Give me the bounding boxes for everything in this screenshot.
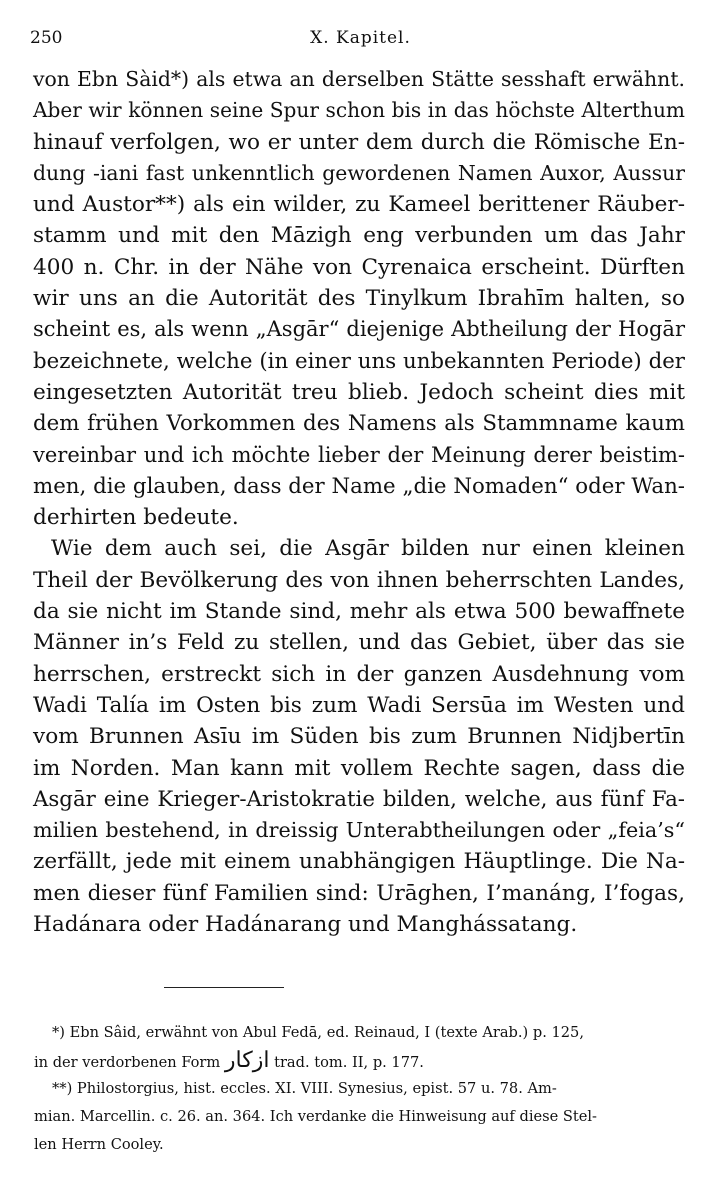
body-text xyxy=(33,64,685,940)
footnote-1-line-2 xyxy=(28,1047,688,1075)
text-line: 400 n. Chr. in der Nähe von Cyrenaica erscheint. Dürften xyxy=(33,254,685,280)
text-line: wir uns an die Autorität des Tinylkum Ibrahīm halten, so xyxy=(33,286,685,312)
text-line: dung -iani fast unkenntlich gewordenen Namen Auxor, Aussur xyxy=(33,160,685,185)
text-line: herrschen, erstreckt sich in der ganzen Ausdehnung vom xyxy=(33,661,685,687)
text-line: vom Brunnen Asīu im Süden bis zum Brunnen Nidjbertīn xyxy=(33,724,685,750)
text-line: Theil der Bevölkerung des von ihnen beherrschten Landes, xyxy=(33,567,685,593)
text-line: im Norden. Man kann mit vollem Rechte sagen, dass die xyxy=(33,755,685,781)
running-title: X. Kapitel. xyxy=(310,28,411,48)
text-line: milien bestehend, in dreissig Unterabtheilungen oder „feia’s“ xyxy=(33,818,685,843)
arabic-word: ازكار xyxy=(224,1048,270,1073)
text-line: hinauf verfolgen, wo er unter dem durch die Römische En- xyxy=(33,129,685,155)
text-line: Wie dem auch sei, die Asgār bilden nur einen kleinen xyxy=(51,536,685,562)
text-line: da sie nicht im Stande sind, mehr als etwa 500 bewaffnete xyxy=(33,599,685,625)
text-line: derhirten bedeute. xyxy=(33,505,239,531)
text-line: zerfällt, jede mit einem unabhängigen Häuptlinge. Die Na- xyxy=(33,849,685,875)
text-line: Aber wir können seine Spur schon bis in das höchste Alterthum xyxy=(33,98,685,123)
text-line: Wadi Talía im Osten bis zum Wadi Sersūa im Westen und xyxy=(33,692,685,718)
text-line: von Ebn Sàid*) als etwa an derselben Stätte sesshaft erwähnt. xyxy=(33,67,685,91)
text-line: dem frühen Vorkommen des Namens als Stammname kaum xyxy=(33,411,685,437)
text-line: bezeichnete, welche (in einer uns unbekannten Periode) der xyxy=(33,348,685,374)
footnote-1-text-after: trad. tom. II, p. 177. xyxy=(274,1054,424,1071)
text-line: Hadánara oder Hadánarang und Manghássatang. xyxy=(33,912,578,938)
text-line: vereinbar und ich möchte lieber der Meinung derer beistim- xyxy=(33,442,685,467)
text-line: men, die glauben, dass der Name „die Nomaden“ oder Wan- xyxy=(33,473,685,499)
text-line: Männer in’s Feld zu stellen, und das Gebiet, über das sie xyxy=(33,630,685,656)
text-line: eingesetzten Autorität treu blieb. Jedoch scheint dies mit xyxy=(33,379,685,405)
footnote-separator xyxy=(164,987,284,988)
footnote-1-line-1: *) Ebn Sâid, erwähnt von Abul Fedā, ed. Reinaud, I (texte Arab.) p. 125, xyxy=(52,1024,584,1041)
footnote-2-line-1: **) Philostorgius, hist. eccles. XI. VIII. Synesius, epist. 57 u. 78. Am- xyxy=(52,1080,557,1097)
page-number: 250 xyxy=(30,28,63,48)
footnote-2-line-2: mian. Marcellin. c. 26. an. 364. Ich verdanke die Hinweisung auf diese Stel- xyxy=(34,1108,597,1125)
footnote-1-text-before: in der verdorbenen Form xyxy=(34,1054,221,1071)
footnote-2-line-3: len Herrn Cooley. xyxy=(34,1136,164,1153)
page-header xyxy=(30,28,691,54)
text-line: und Austor**) als ein wilder, zu Kameel berittener Räuber- xyxy=(33,192,685,218)
footnotes xyxy=(28,1019,688,1159)
text-line: Asgār eine Krieger-Aristokratie bilden, welche, aus fünf Fa- xyxy=(33,786,685,812)
text-line: scheint es, als wenn „Asgār“ diejenige Abtheilung der Hogār xyxy=(33,317,685,342)
text-line: men dieser fünf Familien sind: Urāghen, I’manáng, I’fogas, xyxy=(33,880,685,906)
text-line: stamm und mit den Māzigh eng verbunden um das Jahr xyxy=(33,223,685,249)
